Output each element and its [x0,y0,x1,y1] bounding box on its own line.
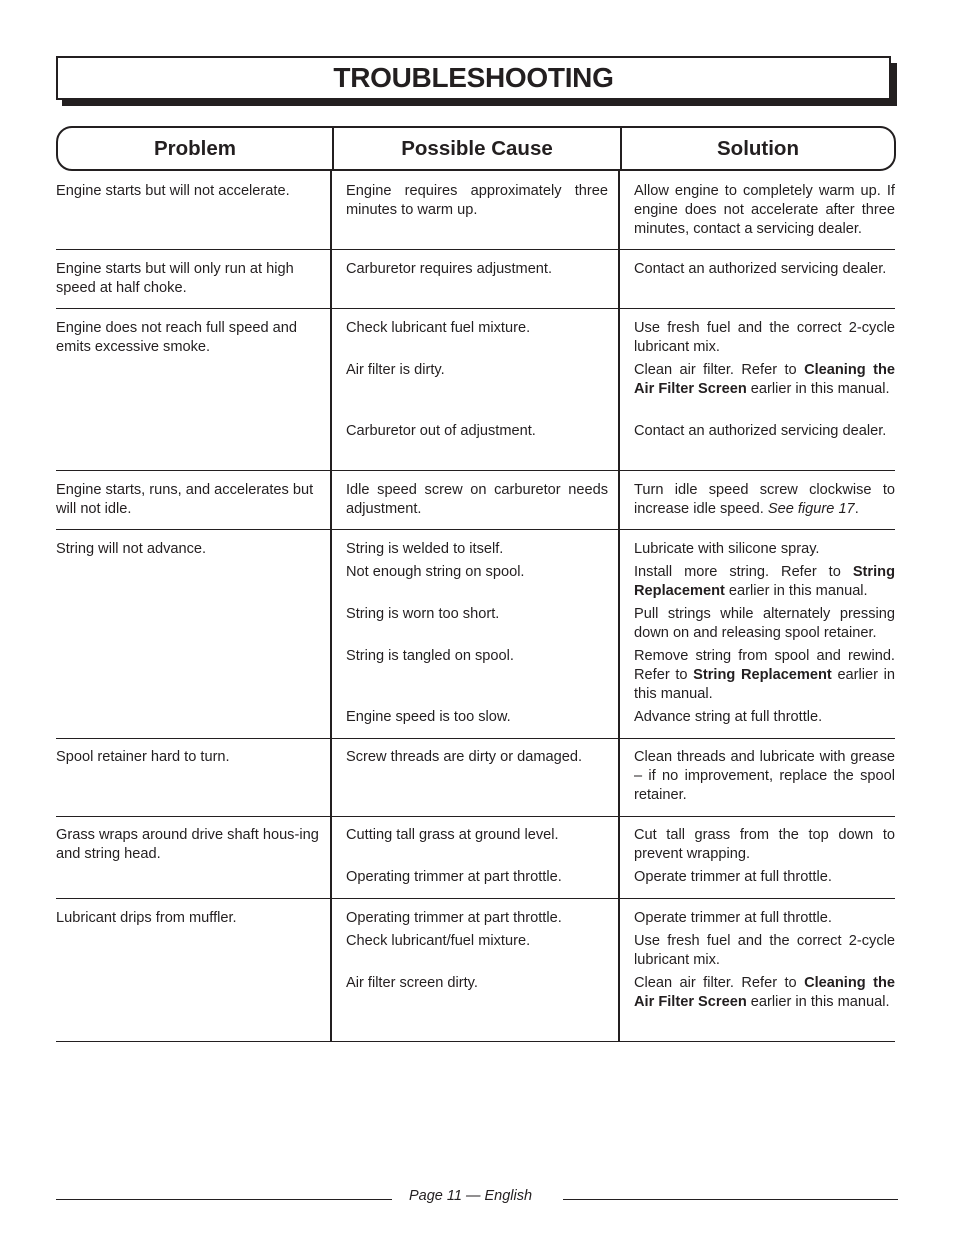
column-divider [330,898,332,1041]
cause-text: Carburetor requires adjustment. [346,261,553,277]
table-row [56,470,895,530]
cause-text: Check lubricant/fuel mixture. [346,933,531,949]
cause-text: Screw threads are dirty or damaged. [346,749,583,765]
table-row [56,738,895,817]
problem-text: Spool retainer hard to turn. [56,749,230,765]
column-divider [330,171,332,249]
solution-text: Clean air filter. Refer to Cleaning the Air Filter Screen earlier in this manual. [634,362,895,397]
column-divider [618,249,620,308]
column-divider [618,898,620,1041]
solution-text: Allow engine to completely warm up. If engine does not accelerate after three minutes, contact a servicing dealer. [634,183,895,237]
page-footer [56,1188,898,1208]
header-solution: Solution [717,136,799,160]
header-problem: Problem [153,136,237,160]
problem-text: Grass wraps around drive shaft hous-ing and string head. [56,827,319,862]
bold-reference: Cleaning the Air Filter Screen [634,975,895,1010]
column-divider [618,470,620,529]
solution-text: Contact an authorized servicing dealer. [634,423,887,439]
cause-text: Air filter is dirty. [346,362,445,378]
solution-text: Contact an authorized servicing dealer. [634,261,887,277]
problem-text: String will not advance. [56,541,207,557]
solution-text: Operate trimmer at full throttle. [634,869,832,885]
solution-text: Use fresh fuel and the correct 2-cycle lubricant mix. [634,933,895,968]
problem-text: Engine starts, runs, and accelerates but will not idle. [56,482,314,517]
footer-rule [563,1199,898,1200]
table-row [56,898,895,1042]
table-row [56,308,895,471]
column-divider [330,816,332,898]
figure-reference: See figure 17 [767,501,855,517]
cause-text: Operating trimmer at part throttle. [346,910,562,926]
column-divider [618,816,620,898]
footer-rule [56,1199,392,1200]
cause-text: Engine speed is too slow. [346,709,511,725]
column-divider [330,738,332,816]
table-row [56,529,895,739]
header-cause: Possible Cause [401,136,553,160]
solution-text: Advance string at full throttle. [634,709,823,725]
solution-text: Clean threads and lubricate with grease – if no improvement, replace the spool retainer. [634,749,895,803]
table-row [56,171,895,250]
problem-text: Engine starts but will only run at high speed at half choke. [56,261,294,296]
solution-text: Turn idle speed screw clockwise to increase idle speed. See figure 17. [634,482,895,517]
cause-text: Engine requires approximately three minutes to warm up. [346,183,608,218]
column-divider [330,308,332,470]
column-divider [330,470,332,529]
table-row [56,816,895,899]
bold-reference: Cleaning the Air Filter Screen [634,362,895,397]
bold-reference: String Replacement [693,667,832,683]
column-divider [330,249,332,308]
cause-text: String is tangled on spool. [346,648,514,664]
column-divider [618,171,620,249]
solution-text: Remove string from spool and rewind. Refer to String Replacement earlier in this manual. [634,648,895,702]
cause-text: Carburetor out of adjustment. [346,423,536,439]
table-header [56,126,896,171]
cause-text: Cutting tall grass at ground level. [346,827,559,843]
column-divider [618,308,620,470]
solution-text: Install more string. Refer to String Replacement earlier in this manual. [634,564,895,599]
column-divider [330,529,332,738]
problem-text: Lubricant drips from muffler. [56,910,237,926]
cause-text: Not enough string on spool. [346,564,525,580]
title-banner [56,56,899,106]
bold-reference: String Replacement [634,564,895,599]
solution-text: Use fresh fuel and the correct 2-cycle lubricant mix. [634,320,895,355]
problem-text: Engine starts but will not accelerate. [56,183,290,199]
solution-text: Lubricate with silicone spray. [634,541,820,557]
column-divider [618,738,620,816]
page-title: TROUBLESHOOTING [333,62,614,93]
solution-text: Cut tall grass from the top down to prevent wrapping. [634,827,895,862]
cause-text: Air filter screen dirty. [346,975,478,991]
cause-text: Check lubricant fuel mixture. [346,320,531,336]
table-row [56,249,895,309]
cause-text: String is worn too short. [346,606,500,622]
cause-text: Idle speed screw on carburetor needs adjustment. [346,482,608,517]
solution-text: Pull strings while alternately pressing down on and releasing spool retainer. [634,606,895,641]
problem-text: Engine does not reach full speed and emits excessive smoke. [56,320,297,355]
cause-text: String is welded to itself. [346,541,504,557]
title-box [56,56,891,100]
solution-text: Operate trimmer at full throttle. [634,910,832,926]
column-divider [618,529,620,738]
cause-text: Operating trimmer at part throttle. [346,869,562,885]
footer-text: Page 11 — English [409,1188,533,1204]
solution-text: Clean air filter. Refer to Cleaning the Air Filter Screen earlier in this manual. [634,975,895,1010]
